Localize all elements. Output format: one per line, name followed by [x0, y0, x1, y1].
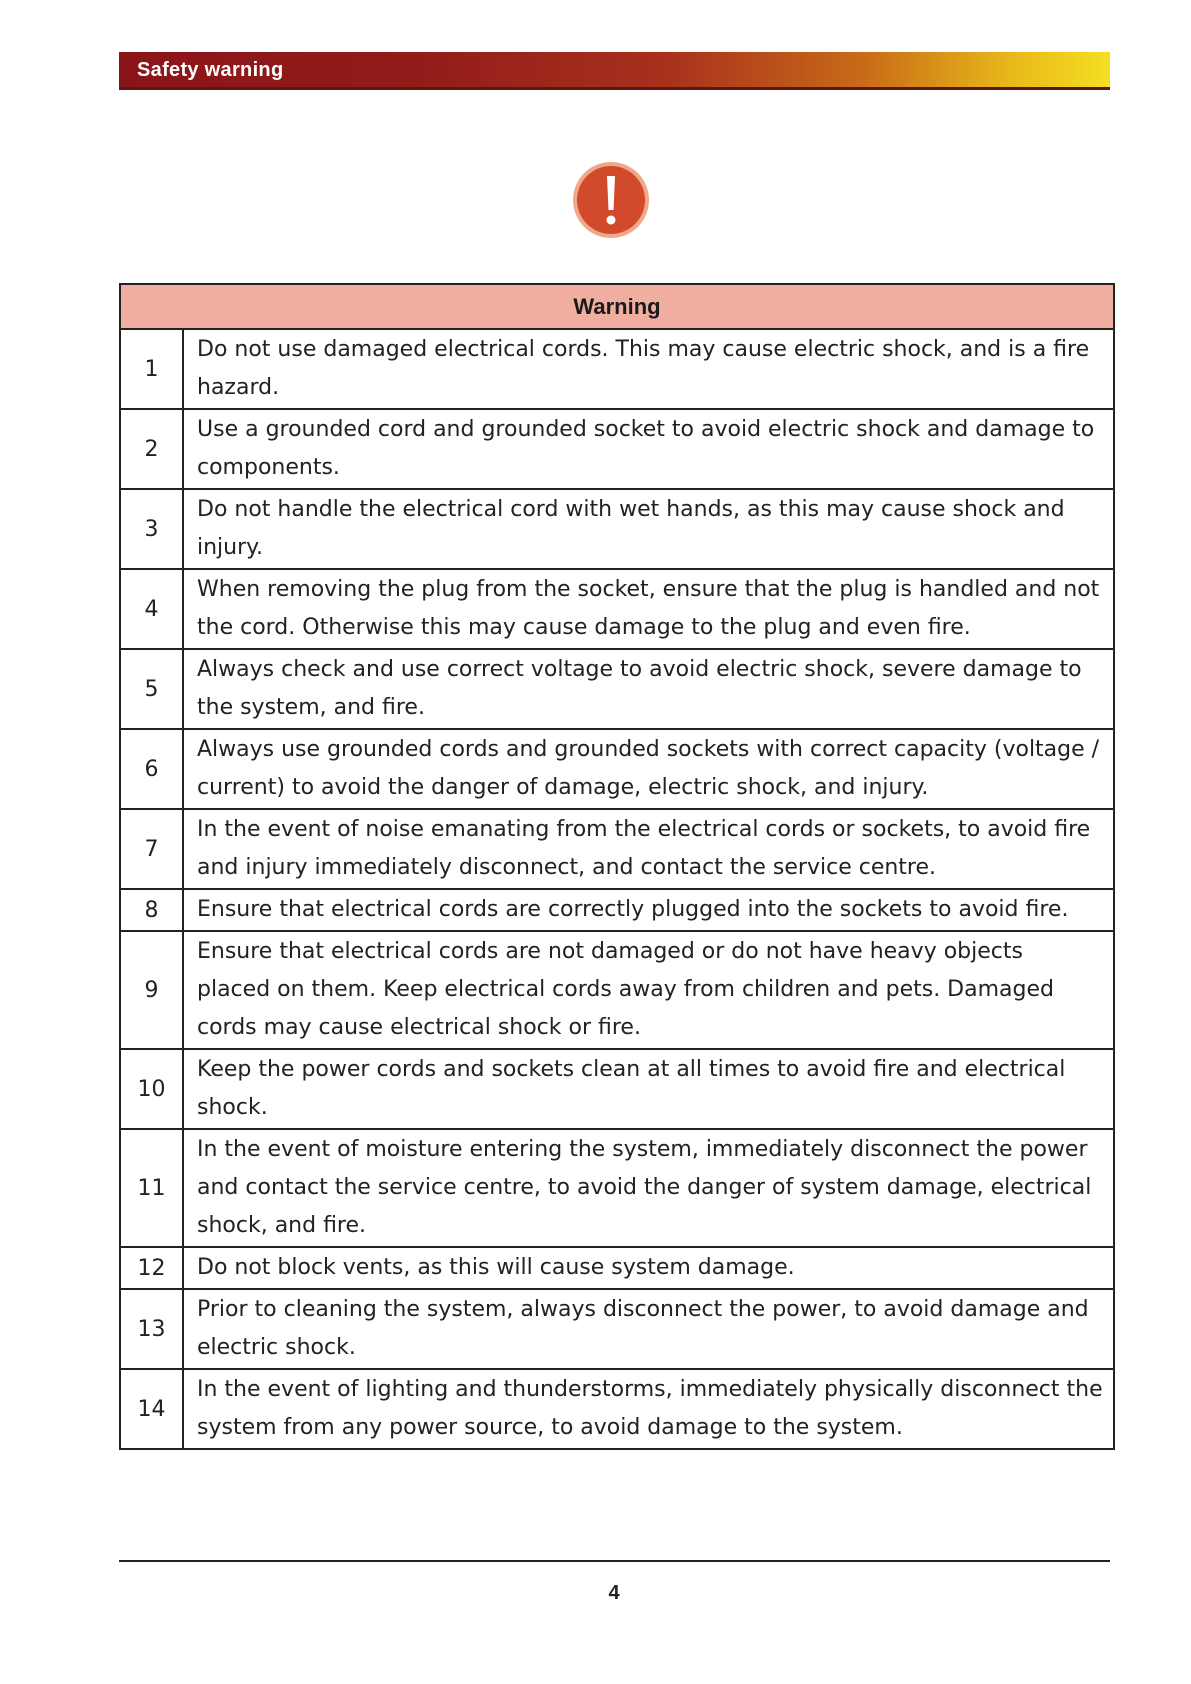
table-row	[120, 489, 1114, 569]
row-text: Ensure that electrical cords are correctly plugged into the sockets to avoid fire.	[183, 889, 1114, 931]
row-text: In the event of noise emanating from the electrical cords or sockets, to avoid fire and injury immediately disconnect, and contact the service centre.	[183, 809, 1114, 889]
warning-table	[119, 283, 1115, 1450]
section-header-bar	[119, 52, 1110, 90]
table-row	[120, 1247, 1114, 1289]
table-row	[120, 1129, 1114, 1247]
row-number: 10	[120, 1049, 183, 1129]
row-number: 14	[120, 1369, 183, 1449]
row-text: When removing the plug from the socket, ensure that the plug is handled and not the cord. Otherwise this may cause damage to the plug and even fire.	[183, 569, 1114, 649]
row-number: 4	[120, 569, 183, 649]
row-text: Ensure that electrical cords are not damaged or do not have heavy objects placed on them. Keep electrical cords away from children and pets. Damaged cords may cause electrical shock or fire.	[183, 931, 1114, 1049]
page-number: 4	[608, 1582, 620, 1604]
row-text: Do not block vents, as this will cause system damage.	[183, 1247, 1114, 1289]
warning-table-body	[120, 329, 1114, 1449]
row-text: Do not handle the electrical cord with wet hands, as this may cause shock and injury.	[183, 489, 1114, 569]
row-number: 1	[120, 329, 183, 409]
row-text: Always check and use correct voltage to avoid electric shock, severe damage to the system, and fire.	[183, 649, 1114, 729]
row-text: In the event of lighting and thunderstorms, immediately physically disconnect the system from any power source, to avoid damage to the system.	[183, 1369, 1114, 1449]
row-text: Always use grounded cords and grounded sockets with correct capacity (voltage / current) to avoid the danger of damage, electric shock, and injury.	[183, 729, 1114, 809]
warning-exclamation-icon	[571, 160, 651, 240]
row-text: Keep the power cords and sockets clean at all times to avoid fire and electrical shock.	[183, 1049, 1114, 1129]
warning-table-heading: Warning	[120, 284, 1114, 329]
footer-divider	[119, 1560, 1110, 1562]
table-row	[120, 649, 1114, 729]
row-number: 11	[120, 1129, 183, 1247]
row-number: 7	[120, 809, 183, 889]
row-number: 8	[120, 889, 183, 931]
row-number: 9	[120, 931, 183, 1049]
row-number: 12	[120, 1247, 183, 1289]
row-number: 6	[120, 729, 183, 809]
row-number: 13	[120, 1289, 183, 1369]
table-row	[120, 889, 1114, 931]
table-row	[120, 931, 1114, 1049]
row-number: 2	[120, 409, 183, 489]
table-row	[120, 329, 1114, 409]
table-row	[120, 409, 1114, 489]
table-row	[120, 1369, 1114, 1449]
row-text: In the event of moisture entering the system, immediately disconnect the power and contact the service centre, to avoid the danger of system damage, electrical shock, and fire.	[183, 1129, 1114, 1247]
table-row	[120, 569, 1114, 649]
table-row	[120, 729, 1114, 809]
warning-table-header-row	[120, 284, 1114, 329]
table-row	[120, 1049, 1114, 1129]
row-number: 5	[120, 649, 183, 729]
row-text: Prior to cleaning the system, always disconnect the power, to avoid damage and electric shock.	[183, 1289, 1114, 1369]
table-row	[120, 1289, 1114, 1369]
row-text: Use a grounded cord and grounded socket to avoid electric shock and damage to components.	[183, 409, 1114, 489]
row-number: 3	[120, 489, 183, 569]
row-text: Do not use damaged electrical cords. This may cause electric shock, and is a fire hazard.	[183, 329, 1114, 409]
table-row	[120, 809, 1114, 889]
section-title: Safety warning	[137, 59, 284, 81]
